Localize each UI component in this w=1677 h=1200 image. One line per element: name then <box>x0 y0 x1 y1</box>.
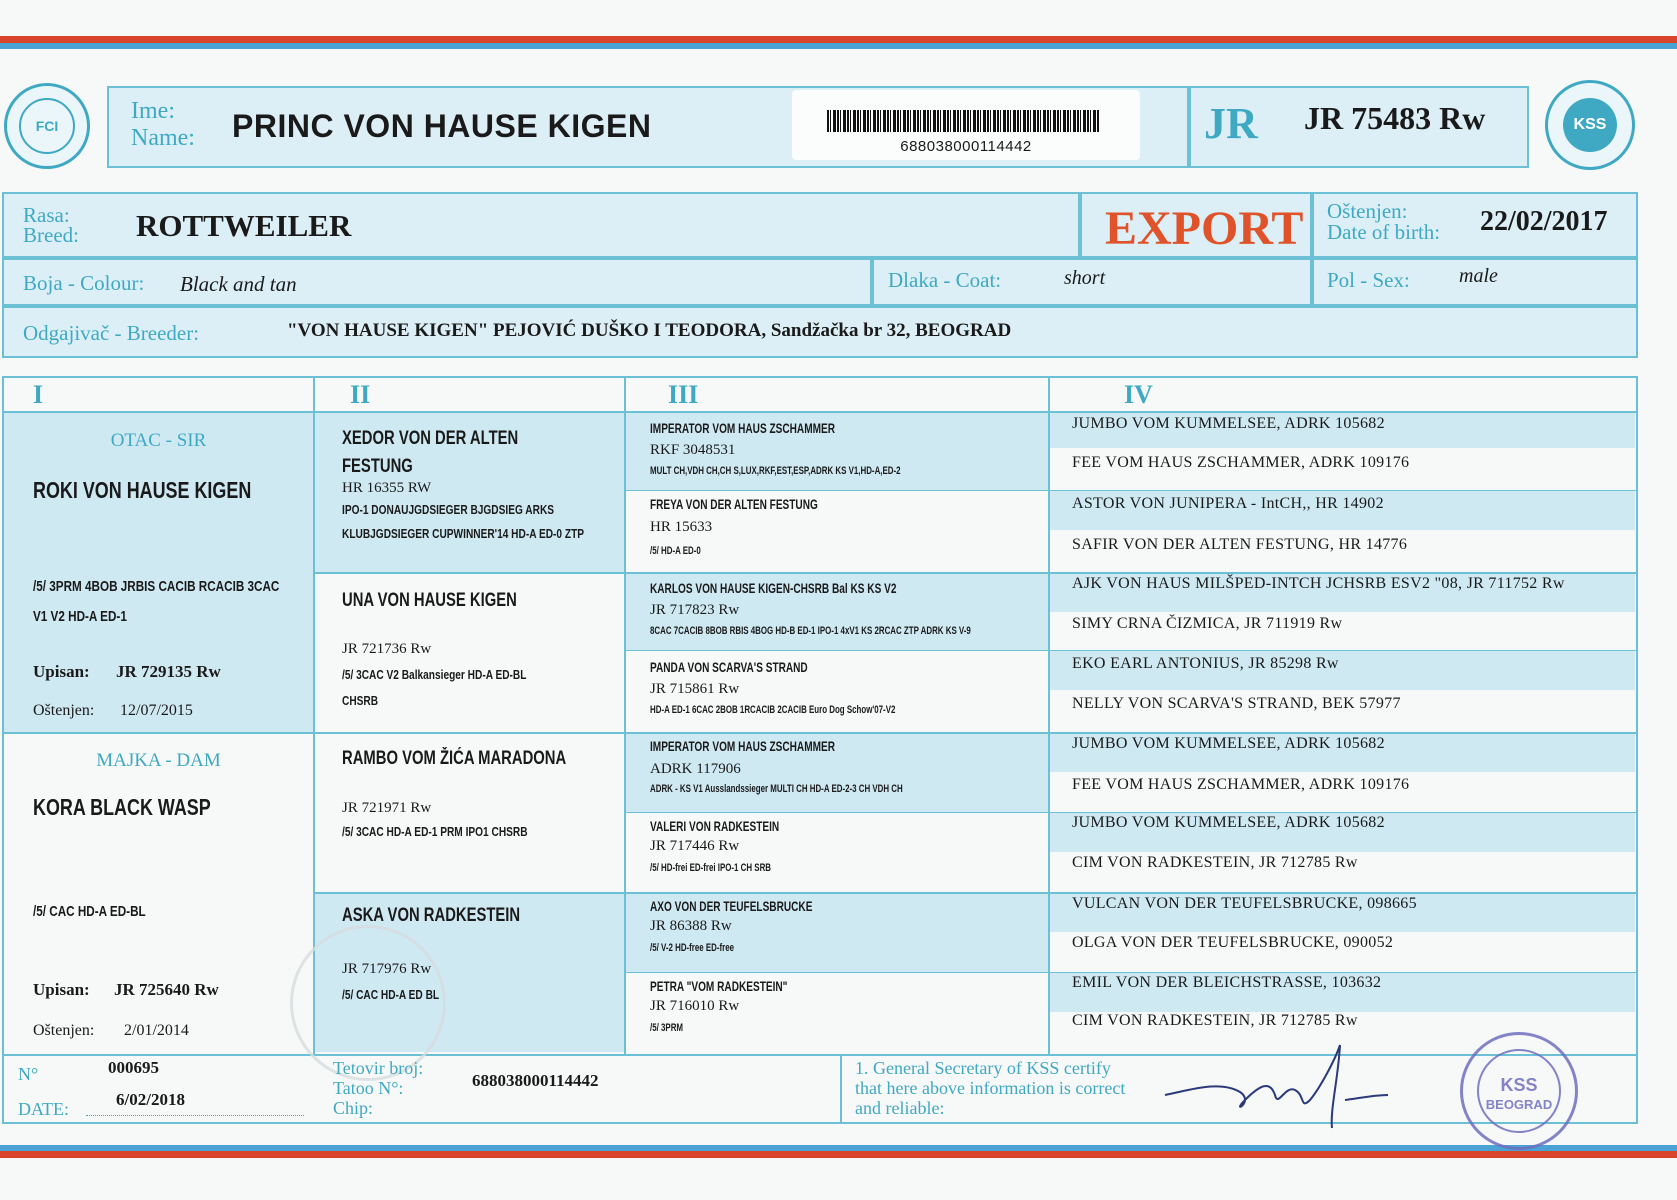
gen3-titles-3: 8CAC 7CACIB 8BOB RBIS 4BOG HD-B ED-1 IPO-1 4xV1 KS 2RCAC ZTP ADRK KS V-9 <box>650 625 971 637</box>
name-label: Ime: Name: <box>131 98 195 151</box>
sire-title: OTAC - SIR <box>110 430 207 451</box>
breeder-label: Odgajivač - Breeder: <box>23 321 200 345</box>
gen4-ancestor-6: SIMY CRNA ČIZMICA, JR 711919 Rw <box>1072 615 1343 632</box>
gen4-ancestor-8: NELLY VON SCARVA'S STRAND, BEK 57977 <box>1072 695 1401 712</box>
dog-name: PRINC VON HAUSE KIGEN <box>232 108 652 144</box>
colour-label: Boja - Colour: <box>23 271 145 295</box>
certificate-date: 6/02/2018 <box>116 1090 185 1109</box>
coat-label: Dlaka - Coat: <box>888 268 1002 292</box>
sire-birth-date: 12/07/2015 <box>120 702 193 719</box>
chip-number: 688038000114442 <box>472 1071 599 1090</box>
gen2-dam-sire-titles-1: /5/ 3CAC HD-A ED-1 PRM IPO1 CHSRB <box>342 824 528 839</box>
gen2-dam-dam-titles-1: /5/ CAC HD-A ED BL <box>342 987 440 1002</box>
gen3-reg-8: JR 716010 Rw <box>650 998 740 1014</box>
gen2-dam-sire-reg: JR 721971 Rw <box>342 800 432 816</box>
dam-title: MAJKA - DAM <box>96 750 221 771</box>
gen2-sire-dam-titles-1: /5/ 3CAC V2 Balkansieger HD-A ED-BL <box>342 667 527 682</box>
breeder-value: "VON HAUSE KIGEN" PEJOVIĆ DUŠKO I TEODORA, Sandžačka br 32, BEOGRAD <box>287 320 1012 341</box>
gen3-name-1: IMPERATOR VOM HAUS ZSCHAMMER <box>650 420 835 436</box>
certificate-number: 000695 <box>108 1058 159 1077</box>
gen2-sire-sire-reg: HR 16355 RW <box>342 480 432 496</box>
gen3-titles-4: HD-A ED-1 6CAC 2BOB 1RCACIB 2CACIB Euro Dog Schow'07-V2 <box>650 704 896 716</box>
date-label: DATE: <box>18 1099 69 1119</box>
sire-titles-1: /5/ 3PRM 4BOB JRBIS CACIB RCACIB 3CAC <box>33 578 280 595</box>
gen3-reg-1: RKF 3048531 <box>650 442 736 458</box>
gen3-reg-3: JR 717823 Rw <box>650 602 740 618</box>
gen3-titles-7: /5/ V-2 HD-free ED-free <box>650 942 735 954</box>
dam-titles-1: /5/ CAC HD-A ED-BL <box>33 903 146 920</box>
sire-titles-2: V1 V2 HD-A ED-1 <box>33 608 127 625</box>
dam-upisan-label: Upisan: <box>33 980 90 999</box>
gen4-ancestor-5: AJK VON HAUS MILŠPED-INTCH JCHSRB ESV2 "08, JR 711752 Rw <box>1072 575 1565 592</box>
gen4-ancestor-9: JUMBO VOM KUMMELSEE, ADRK 105682 <box>1072 735 1385 752</box>
dam-name: KORA BLACK WASP <box>33 794 211 820</box>
sire-registration: JR 729135 Rw <box>116 662 221 681</box>
gen3-reg-5: ADRK 117906 <box>650 761 741 777</box>
gen3-titles-2: /5/ HD-A ED-0 <box>650 545 701 557</box>
breed-value: ROTTWEILER <box>136 208 352 243</box>
gen4-ancestor-3: ASTOR VON JUNIPERA - IntCH,, HR 14902 <box>1072 495 1384 512</box>
gen3-titles-1: MULT CH,VDH CH,CH S,LUX,RKF,EST,ESP,ADRK KS V1,HD-A,ED-2 <box>650 465 901 477</box>
official-stamp <box>1460 1032 1578 1150</box>
gen3-name-5: IMPERATOR VOM HAUS ZSCHAMMER <box>650 738 835 754</box>
stamp-city: BEOGRAD <box>1485 1097 1553 1112</box>
column-header-4: IV <box>1124 380 1153 409</box>
stamp-text: KSS <box>1500 1075 1538 1095</box>
gen4-ancestor-13: VULCAN VON DER TEUFELSBRUCKE, 098665 <box>1072 895 1417 912</box>
gen3-name-2: FREYA VON DER ALTEN FESTUNG <box>650 496 818 512</box>
date-underline <box>86 1115 304 1116</box>
tattoo-label: Tetovir broj: Tatoo N°: Chip: <box>333 1058 424 1118</box>
breed-label: Rasa: Breed: <box>23 203 79 247</box>
dam-birth-label: Oštenjen: <box>33 1022 95 1039</box>
top-red-stripe <box>0 36 1677 43</box>
gen4-ancestor-12: CIM VON RADKESTEIN, JR 712785 Rw <box>1072 854 1358 871</box>
sire-name: ROKI VON HAUSE KIGEN <box>33 477 252 503</box>
gen3-reg-6: JR 717446 Rw <box>650 838 740 854</box>
dam-birth-date: 2/01/2014 <box>124 1022 189 1039</box>
gen4-ancestor-7: EKO EARL ANTONIUS, JR 85298 Rw <box>1072 655 1339 672</box>
barcode-number: 688038000114442 <box>900 138 1032 155</box>
gen3-name-3: KARLOS VON HAUSE KIGEN-CHSRB Bal KS KS V2 <box>650 580 897 596</box>
bottom-red-stripe <box>0 1151 1677 1158</box>
colour-value: Black and tan <box>180 272 297 296</box>
gen2-sire-sire-titles-2: KLUBJGDSIEGER CUPWINNER'14 HD-A ED-0 ZTP <box>342 526 585 541</box>
gen3-name-7: AXO VON DER TEUFELSBRUCKE <box>650 898 813 914</box>
gen3-name-6: VALERI VON RADKESTEIN <box>650 818 780 834</box>
gen4-ancestor-11: JUMBO VOM KUMMELSEE, ADRK 105682 <box>1072 814 1385 831</box>
gen3-reg-4: JR 715861 Rw <box>650 681 740 697</box>
gen2-dam-dam-name: ASKA VON RADKESTEIN <box>342 905 521 926</box>
barcode-bars <box>827 110 1099 132</box>
gen3-titles-6: /5/ HD-frei ED-frei IPO-1 CH SRB <box>650 862 772 874</box>
gen2-dam-dam-reg: JR 717976 Rw <box>342 961 432 977</box>
gen4-ancestor-16: CIM VON RADKESTEIN, JR 712785 Rw <box>1072 1012 1358 1029</box>
gen4-ancestor-1: JUMBO VOM KUMMELSEE, ADRK 105682 <box>1072 415 1385 432</box>
column-header-1: I <box>33 380 44 409</box>
number-label: N° <box>18 1064 39 1084</box>
registration-number: JR 75483 Rw <box>1304 100 1486 136</box>
gen3-titles-8: /5/ 3PRM <box>650 1022 684 1034</box>
barcode <box>792 90 1140 160</box>
gen4-ancestor-4: SAFIR VON DER ALTEN FESTUNG, HR 14776 <box>1072 536 1408 553</box>
sex-value: male <box>1459 265 1498 287</box>
dob-label: Oštenjen: Date of birth: <box>1327 199 1441 244</box>
sex-label: Pol - Sex: <box>1327 268 1410 292</box>
fci-logo <box>4 83 90 169</box>
coat-value: short <box>1064 267 1106 289</box>
gen2-sire-sire-name: XEDOR VON DER ALTEN FESTUNG <box>342 428 519 477</box>
gen2-sire-dam-reg: JR 721736 Rw <box>342 641 432 657</box>
sire-birth-label: Oštenjen: <box>33 702 95 719</box>
kss-logo-text: KSS <box>1573 116 1607 133</box>
gen3-reg-7: JR 86388 Rw <box>650 918 732 934</box>
certification-text: 1. General Secretary of KSS certify that here above information is correct and reliable: <box>855 1058 1126 1118</box>
jr-label: JR <box>1204 99 1258 148</box>
date-of-birth: 22/02/2017 <box>1480 206 1608 237</box>
gen4-ancestor-15: EMIL VON DER BLEICHSTRASSE, 103632 <box>1072 974 1382 991</box>
gen4-ancestor-14: OLGA VON DER TEUFELSBRUCKE, 090052 <box>1072 934 1394 951</box>
gen3-reg-2: HR 15633 <box>650 519 713 535</box>
gen4-ancestor-2: FEE VOM HAUS ZSCHAMMER, ADRK 109176 <box>1072 454 1410 471</box>
column-header-2: II <box>350 380 371 409</box>
dam-registration: JR 725640 Rw <box>114 980 219 999</box>
gen3-name-8: PETRA "VOM RADKESTEIN" <box>650 978 788 994</box>
signature <box>1160 1040 1390 1130</box>
sire-upisan-label: Upisan: <box>33 662 90 681</box>
gen4-ancestor-10: FEE VOM HAUS ZSCHAMMER, ADRK 109176 <box>1072 776 1410 793</box>
gen2-sire-dam-name: UNA VON HAUSE KIGEN <box>342 590 517 611</box>
top-blue-stripe <box>0 43 1677 49</box>
gen3-titles-5: ADRK - KS V1 Ausslandssieger MULTI CH HD-A ED-2-3 CH VDH CH <box>650 783 903 795</box>
gen3-name-4: PANDA VON SCARVA'S STRAND <box>650 659 808 675</box>
gen2-sire-sire-titles-1: IPO-1 DONAUJGDSIEGER BJGDSIEG ARKS <box>342 502 555 517</box>
fci-logo-text: FCI <box>35 118 59 134</box>
export-stamp: EXPORT <box>1105 202 1304 255</box>
gen2-dam-sire-name: RAMBO VOM ŽIĆA MARADONA <box>342 748 567 769</box>
kss-logo <box>1545 80 1635 170</box>
column-header-3: III <box>668 380 699 409</box>
sire-cell <box>4 412 313 732</box>
gen2-sire-dam-titles-2: CHSRB <box>342 693 379 708</box>
